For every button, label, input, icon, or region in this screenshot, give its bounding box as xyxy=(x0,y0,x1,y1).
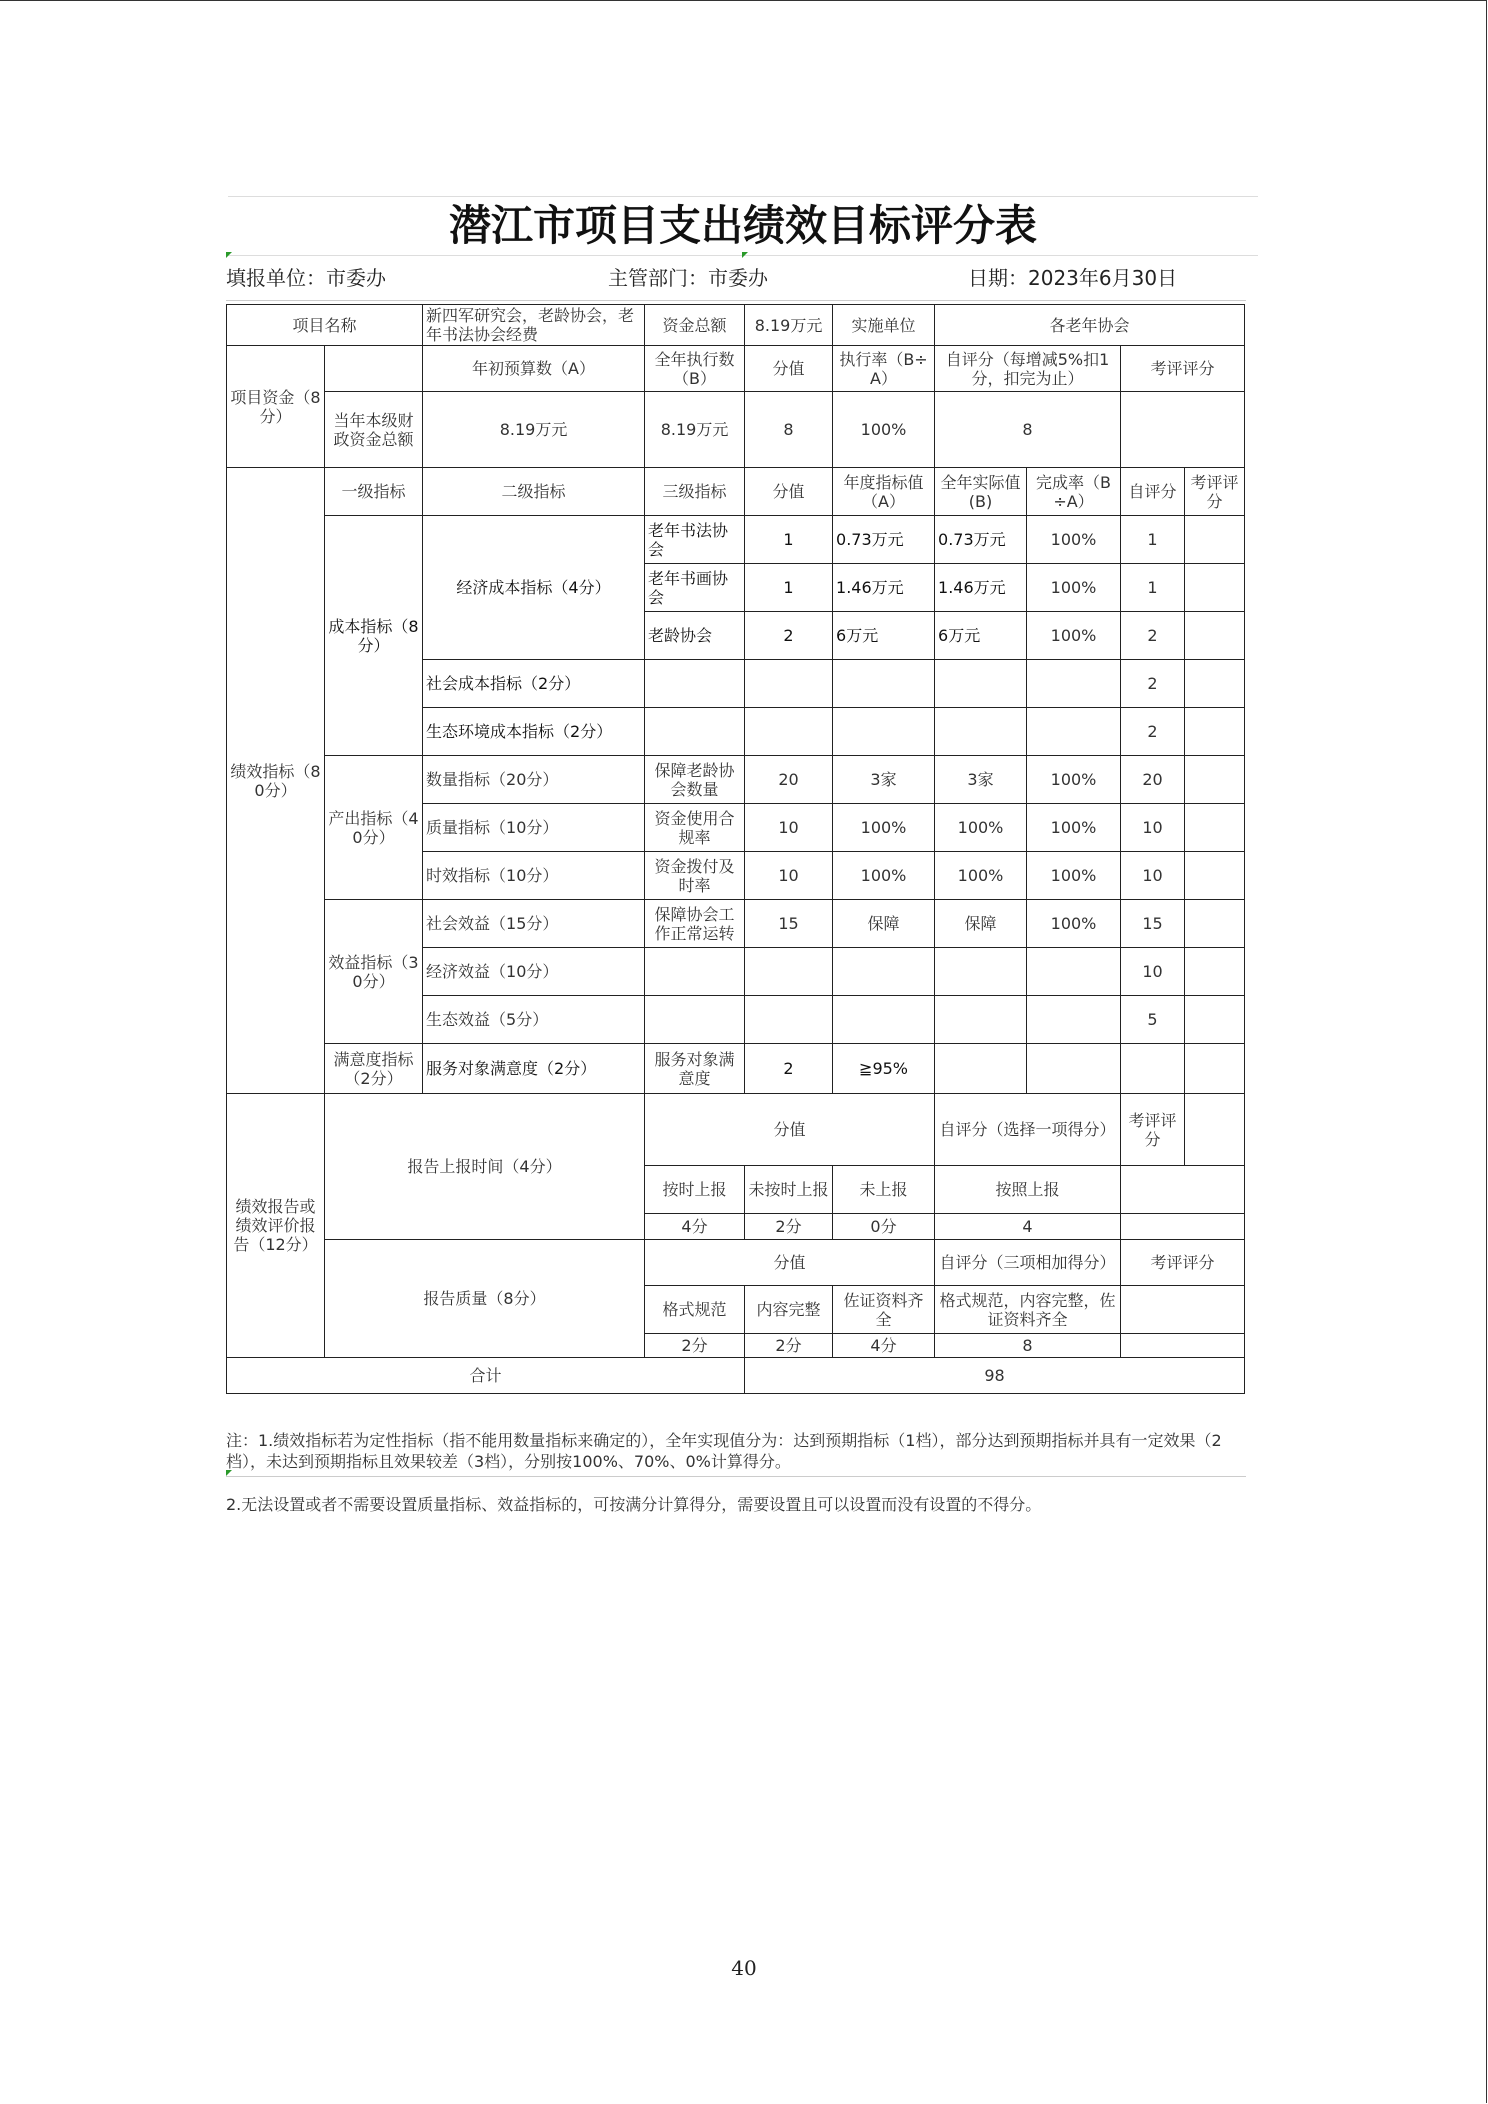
col-header: 考评评分 xyxy=(1185,468,1245,516)
cell-value: 0.73万元 xyxy=(833,516,935,564)
perf-label: 绩效指标（80分） xyxy=(227,468,325,1094)
col-header: 自评分（选择一项得分） xyxy=(935,1094,1121,1166)
cell-value: 4分 xyxy=(833,1334,935,1358)
l3-cell xyxy=(645,996,745,1044)
option-cell: 格式规范 xyxy=(645,1286,745,1334)
col-header: 二级指标 xyxy=(423,468,645,516)
l3-cell: 老年书法协会 xyxy=(645,516,745,564)
empty-cell xyxy=(1185,516,1245,564)
cell-value: 100% xyxy=(1027,756,1121,804)
report-label: 绩效报告或绩效评价报告（12分） xyxy=(227,1094,325,1358)
table-row xyxy=(227,392,1245,468)
empty-cell xyxy=(645,660,745,708)
l3-cell: 服务对象满意度 xyxy=(645,1044,745,1094)
impl-unit-value: 各老年协会 xyxy=(935,305,1245,346)
empty-cell xyxy=(1185,612,1245,660)
col-header: 考评评分 xyxy=(1121,1094,1185,1166)
cell-value: 10 xyxy=(745,852,833,900)
col-header: 分值 xyxy=(645,1094,935,1166)
cell-value: 20 xyxy=(1121,756,1185,804)
cell-value: 1 xyxy=(1121,516,1185,564)
col-header: 年初预算数（A） xyxy=(423,346,645,392)
project-name-value: 新四军研究会，老龄协会，老年书法协会经费 xyxy=(423,305,645,346)
empty-cell xyxy=(1185,852,1245,900)
cell-value: 保障 xyxy=(935,900,1027,948)
cell-value: 6万元 xyxy=(833,612,935,660)
cell-value xyxy=(1027,996,1121,1044)
col-header: 执行率（B÷A） xyxy=(833,346,935,392)
table-row xyxy=(227,305,1245,346)
option-cell: 佐证资料齐全 xyxy=(833,1286,935,1334)
l3-cell: 资金使用合规率 xyxy=(645,804,745,852)
cell-value xyxy=(1027,948,1121,996)
cell-value: 100% xyxy=(1027,804,1121,852)
empty-cell xyxy=(1027,660,1121,708)
report-quality-label: 报告质量（8分） xyxy=(325,1240,645,1358)
empty-cell xyxy=(935,1044,1027,1094)
empty-cell xyxy=(1185,564,1245,612)
total-funds-label: 资金总额 xyxy=(645,305,745,346)
table-row xyxy=(227,516,1245,564)
cell-value: 100% xyxy=(833,392,935,468)
cell-value: 8.19万元 xyxy=(645,392,745,468)
l2-cell: 质量指标（10分） xyxy=(423,804,645,852)
table-row xyxy=(227,1358,1245,1394)
col-header: 考评评分 xyxy=(1121,346,1245,392)
cell-value: 0分 xyxy=(833,1214,935,1240)
report-time-label: 报告上报时间（4分） xyxy=(325,1094,645,1240)
cell-value: 20 xyxy=(745,756,833,804)
col-header: 自评分（三项相加得分） xyxy=(935,1240,1121,1286)
cell-value: 4分 xyxy=(645,1214,745,1240)
empty-cell xyxy=(833,660,935,708)
row-label: 当年本级财政资金总额 xyxy=(325,392,423,468)
cell-value: 100% xyxy=(935,852,1027,900)
empty-cell xyxy=(935,660,1027,708)
satisfaction-label: 满意度指标（2分） xyxy=(325,1044,423,1094)
cell-value: 1 xyxy=(745,516,833,564)
project-name-label: 项目名称 xyxy=(227,305,423,346)
cell-value: 8 xyxy=(745,392,833,468)
cell-value xyxy=(935,948,1027,996)
header-divider xyxy=(226,300,1246,301)
cell-value: 2 xyxy=(1121,660,1185,708)
cell-value xyxy=(833,948,935,996)
cell-value: 5 xyxy=(1121,996,1185,1044)
cell-value xyxy=(745,948,833,996)
col-header: 完成率（B÷A） xyxy=(1027,468,1121,516)
table-row xyxy=(227,900,1245,948)
report-date: 日期：2023年6月30日 xyxy=(968,266,1178,290)
l2-cell: 数量指标（20分） xyxy=(423,756,645,804)
empty-cell xyxy=(1185,708,1245,756)
cell-value: 10 xyxy=(1121,852,1185,900)
cell-value: 100% xyxy=(935,804,1027,852)
supervising-dept: 主管部门：市委办 xyxy=(608,266,768,290)
table-row xyxy=(227,346,1245,392)
cell-value: 1.46万元 xyxy=(833,564,935,612)
empty-cell xyxy=(1185,948,1245,996)
cell-value: ≧95% xyxy=(833,1044,935,1094)
social-cost-label: 社会成本指标（2分） xyxy=(423,660,645,708)
cell-value: 1 xyxy=(1121,564,1185,612)
l3-cell xyxy=(645,948,745,996)
cell-value: 2 xyxy=(745,1044,833,1094)
col-header: 自评分（每增减5%扣1分，扣完为止） xyxy=(935,346,1121,392)
cell-value: 100% xyxy=(1027,900,1121,948)
cell-value: 100% xyxy=(1027,516,1121,564)
empty-cell xyxy=(1185,900,1245,948)
cell-value: 100% xyxy=(833,804,935,852)
self-score-text: 格式规范，内容完整，佐证资料齐全 xyxy=(935,1286,1121,1334)
table-row xyxy=(227,1240,1245,1286)
col-header: 分值 xyxy=(745,468,833,516)
l3-cell: 资金拨付及时率 xyxy=(645,852,745,900)
empty-cell xyxy=(325,346,423,392)
empty-cell xyxy=(745,708,833,756)
cell-value: 0.73万元 xyxy=(935,516,1027,564)
table-row xyxy=(227,1044,1245,1094)
cell-value xyxy=(833,996,935,1044)
l2-cell: 经济效益（10分） xyxy=(423,948,645,996)
cell-value: 15 xyxy=(1121,900,1185,948)
empty-cell xyxy=(745,660,833,708)
l2-cell: 服务对象满意度（2分） xyxy=(423,1044,645,1094)
l3-cell: 保障协会工作正常运转 xyxy=(645,900,745,948)
cell-value: 保障 xyxy=(833,900,935,948)
col-header: 分值 xyxy=(745,346,833,392)
empty-cell xyxy=(1121,1334,1245,1358)
cell-value: 2分 xyxy=(645,1334,745,1358)
empty-cell xyxy=(645,708,745,756)
col-header: 分值 xyxy=(645,1240,935,1286)
option-cell: 按时上报 xyxy=(645,1166,745,1214)
page-number: 40 xyxy=(731,1956,757,1980)
l2-cell: 社会效益（15分） xyxy=(423,900,645,948)
table-row xyxy=(227,1094,1245,1166)
cell-value: 3家 xyxy=(935,756,1027,804)
cell-value: 100% xyxy=(833,852,935,900)
option-cell: 未上报 xyxy=(833,1166,935,1214)
l2-cell: 时效指标（10分） xyxy=(423,852,645,900)
empty-cell xyxy=(1185,756,1245,804)
cell-value: 10 xyxy=(1121,804,1185,852)
cell-value: 2分 xyxy=(745,1334,833,1358)
score-table xyxy=(226,304,1245,1394)
col-header: 全年实际值(B) xyxy=(935,468,1027,516)
cell-value: 8 xyxy=(935,1334,1121,1358)
table-row xyxy=(227,468,1245,516)
total-funds-value: 8.19万元 xyxy=(745,305,833,346)
cell-value: 100% xyxy=(1027,852,1121,900)
reporting-unit: 填报单位：市委办 xyxy=(226,266,386,290)
cell-value: 8.19万元 xyxy=(423,392,645,468)
impl-unit-label: 实施单位 xyxy=(833,305,935,346)
l3-cell: 老年书画协会 xyxy=(645,564,745,612)
footnote-2: 2.无法设置或者不需要设置质量指标、效益指标的，可按满分计算得分，需要设置且可以设置而没有设置的不得分。 xyxy=(226,1495,1042,1514)
empty-cell xyxy=(1121,1044,1185,1094)
cell-value: 15 xyxy=(745,900,833,948)
cell-value: 4 xyxy=(935,1214,1121,1240)
eco-cost-label: 生态环境成本指标（2分） xyxy=(423,708,645,756)
empty-cell xyxy=(833,708,935,756)
cell-value: 2分 xyxy=(745,1214,833,1240)
footnote-1: 注：1.绩效指标若为定性指标（指不能用数量指标来确定的），全年实现值分为：达到预期指标（1档），部分达到预期指标并具有一定效果（2档），未达到预期指标且效果较差（3档），分别按100%、70%、0%计算得分。 xyxy=(226,1430,1246,1477)
empty-cell xyxy=(1121,1166,1245,1214)
cell-value: 3家 xyxy=(833,756,935,804)
col-header: 年度指标值（A） xyxy=(833,468,935,516)
page-title: 潜江市项目支出绩效目标评分表 xyxy=(228,196,1258,256)
self-score-text: 按照上报 xyxy=(935,1166,1121,1214)
cell-value: 6万元 xyxy=(935,612,1027,660)
cell-value: 100% xyxy=(1027,612,1121,660)
empty-cell xyxy=(1185,1094,1245,1166)
cell-value: 1 xyxy=(745,564,833,612)
cell-value: 1.46万元 xyxy=(935,564,1027,612)
l3-cell: 保障老龄协会数量 xyxy=(645,756,745,804)
cell-value: 10 xyxy=(1121,948,1185,996)
empty-cell xyxy=(1121,1286,1245,1334)
table-row xyxy=(227,756,1245,804)
cell-value xyxy=(935,996,1027,1044)
option-cell: 内容完整 xyxy=(745,1286,833,1334)
benefit-label: 效益指标（30分） xyxy=(325,900,423,1044)
econ-cost-label: 经济成本指标（4分） xyxy=(423,516,645,660)
col-header: 一级指标 xyxy=(325,468,423,516)
cell-value: 8 xyxy=(935,392,1121,468)
col-header: 自评分 xyxy=(1121,468,1185,516)
empty-cell xyxy=(1185,1044,1245,1094)
col-header: 全年执行数（B） xyxy=(645,346,745,392)
funds-label: 项目资金（8分） xyxy=(227,346,325,468)
empty-cell xyxy=(935,708,1027,756)
cell-value xyxy=(745,996,833,1044)
cell-value xyxy=(1121,392,1245,468)
empty-cell xyxy=(1185,660,1245,708)
cell-value: 100% xyxy=(1027,564,1121,612)
empty-cell xyxy=(1027,1044,1121,1094)
total-label: 合计 xyxy=(227,1358,745,1394)
empty-cell xyxy=(1027,708,1121,756)
l2-cell: 生态效益（5分） xyxy=(423,996,645,1044)
empty-cell xyxy=(1185,804,1245,852)
empty-cell xyxy=(1121,1214,1245,1240)
cell-value: 10 xyxy=(745,804,833,852)
option-cell: 未按时上报 xyxy=(745,1166,833,1214)
total-value: 98 xyxy=(745,1358,1245,1394)
cell-value: 2 xyxy=(1121,612,1185,660)
cost-label: 成本指标（8分） xyxy=(325,516,423,756)
empty-cell xyxy=(1185,996,1245,1044)
cell-value: 2 xyxy=(1121,708,1185,756)
col-header: 三级指标 xyxy=(645,468,745,516)
cell-value: 2 xyxy=(745,612,833,660)
l3-cell: 老龄协会 xyxy=(645,612,745,660)
output-label: 产出指标（40分） xyxy=(325,756,423,900)
col-header: 考评评分 xyxy=(1121,1240,1245,1286)
